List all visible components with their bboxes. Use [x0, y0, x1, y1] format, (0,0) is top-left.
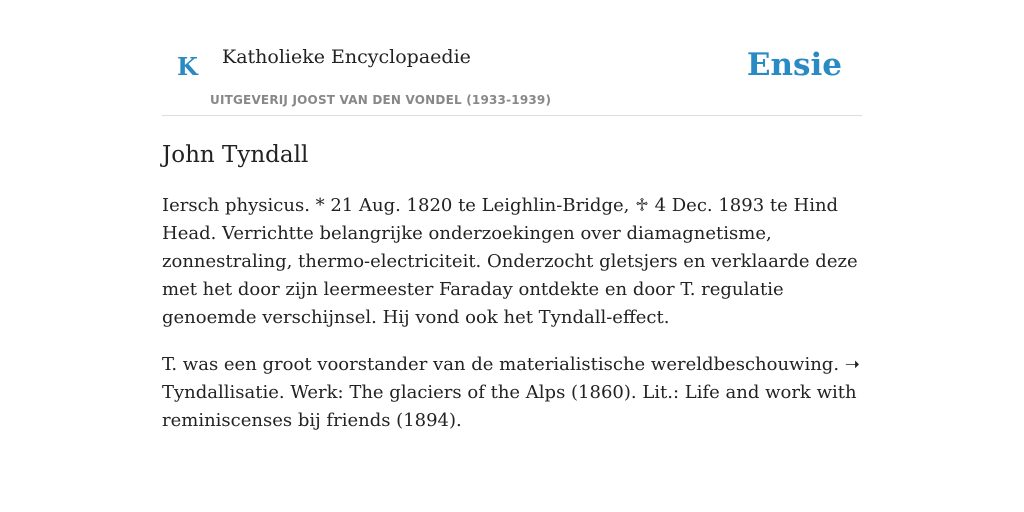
- site-header: [162, 0, 862, 116]
- publisher-label: UITGEVERIJ JOOST VAN DEN VONDEL (1933-1939): [210, 93, 552, 107]
- encyclopedia-title-link[interactable]: Katholieke Encyclopaedie: [222, 46, 471, 68]
- encyclopedia-logo[interactable]: K: [177, 52, 198, 81]
- ensie-logo-link[interactable]: Ensie: [746, 47, 842, 83]
- article-title: John Tyndall: [162, 142, 309, 168]
- article-paragraph: T. was een groot voorstander van de materialistische wereldbeschouwing. ➝ Tyndallisatie. Werk: The glaciers of the Alps (1860). Lit.: Life and work with reminiscenses bij friends (1894).: [162, 353, 860, 431]
- page: [162, 0, 862, 435]
- article-paragraph: Iersch physicus. * 21 Aug. 1820 te Leighlin-Bridge, ♱ 4 Dec. 1893 te Hind Head. Verrichtte belangrijke onderzoekingen over diamagnetisme, zonnestraling, thermo-electriciteit. Onderzocht gletsjers en verklaarde deze met het door zijn leermeester Faraday ontdekte en door T. regulatie genoemde verschijnsel. Hij vond ook het Tyndall-effect.: [162, 194, 858, 328]
